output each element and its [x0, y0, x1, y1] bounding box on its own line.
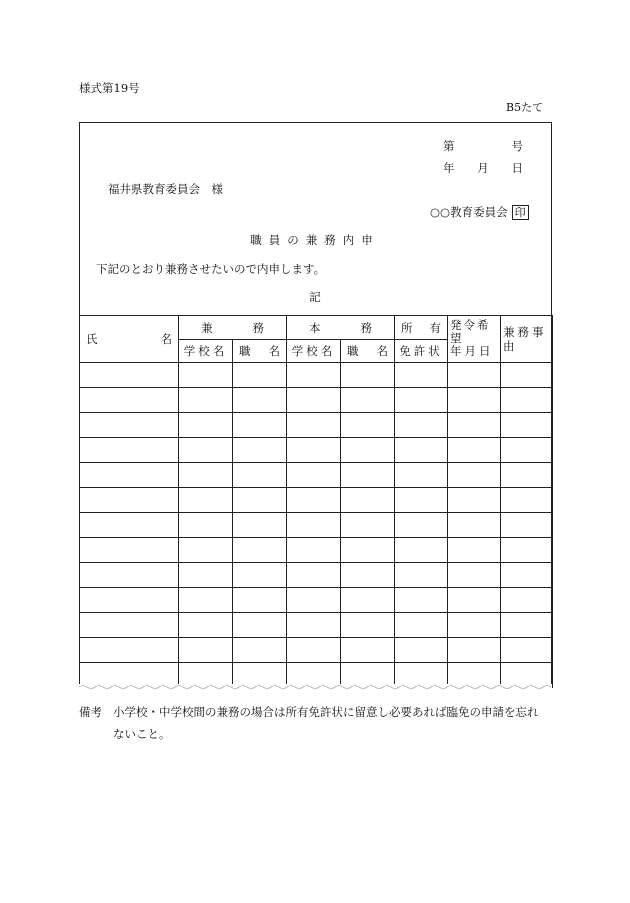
document-date: [443, 160, 523, 176]
remarks-line-2: ないこと。: [113, 727, 171, 741]
table-row: [80, 588, 553, 613]
subheader-school-name-main: 学校名: [287, 340, 341, 363]
table-row: [80, 388, 553, 413]
remarks-line-1: 小学校・中学校間の兼務の場合は所有免許状に留意し必要あれば臨免の申請を忘れ: [113, 705, 539, 719]
table-row: [80, 488, 553, 513]
ki-heading: 記: [309, 290, 321, 304]
doc-number-prefix: 第: [443, 139, 455, 153]
table-row: [80, 538, 553, 563]
document-title: 職員の兼務内申: [250, 233, 380, 247]
document-number: [443, 138, 523, 154]
sender: [430, 204, 529, 220]
tear-line: [79, 684, 552, 692]
subheader-position: 職 名: [233, 340, 287, 363]
subheader-school-name: 学校名: [179, 340, 233, 363]
sender-name: ○○教育委員会: [430, 205, 508, 219]
addressee: 福井県教育委員会 様: [108, 182, 223, 196]
table-row: [80, 638, 553, 663]
header-license-bottom: 免許状: [395, 340, 448, 363]
date-month: 月: [477, 161, 489, 175]
intro-text: 下記のとおり兼務させたいので内申します。: [96, 262, 326, 276]
header-concurrent-duty: 兼 務: [179, 316, 287, 340]
header-license-top: 所 有: [395, 316, 448, 340]
paper-size-label: B5たて: [506, 101, 544, 114]
header-main-duty: 本 務: [287, 316, 395, 340]
header-start-date: 発令希望 年月日: [448, 316, 501, 363]
table-row: [80, 563, 553, 588]
date-day: 日: [511, 161, 523, 175]
remarks: [79, 701, 559, 745]
concurrent-duty-table: [79, 315, 553, 688]
doc-number-suffix: 号: [511, 139, 523, 153]
table-row: [80, 513, 553, 538]
table-row: [80, 613, 553, 638]
table-row: [80, 438, 553, 463]
remarks-label: 備考: [79, 705, 102, 719]
seal-stamp: 印: [512, 205, 529, 220]
header-name: 氏 名: [80, 316, 179, 363]
subheader-position-main: 職 名: [341, 340, 395, 363]
header-reason: 兼務事由: [501, 316, 553, 363]
table-row: [80, 463, 553, 488]
table-row: [80, 413, 553, 438]
form-number: 様式第19号: [79, 81, 140, 95]
table-row: [80, 363, 553, 388]
date-year: 年: [443, 161, 455, 175]
